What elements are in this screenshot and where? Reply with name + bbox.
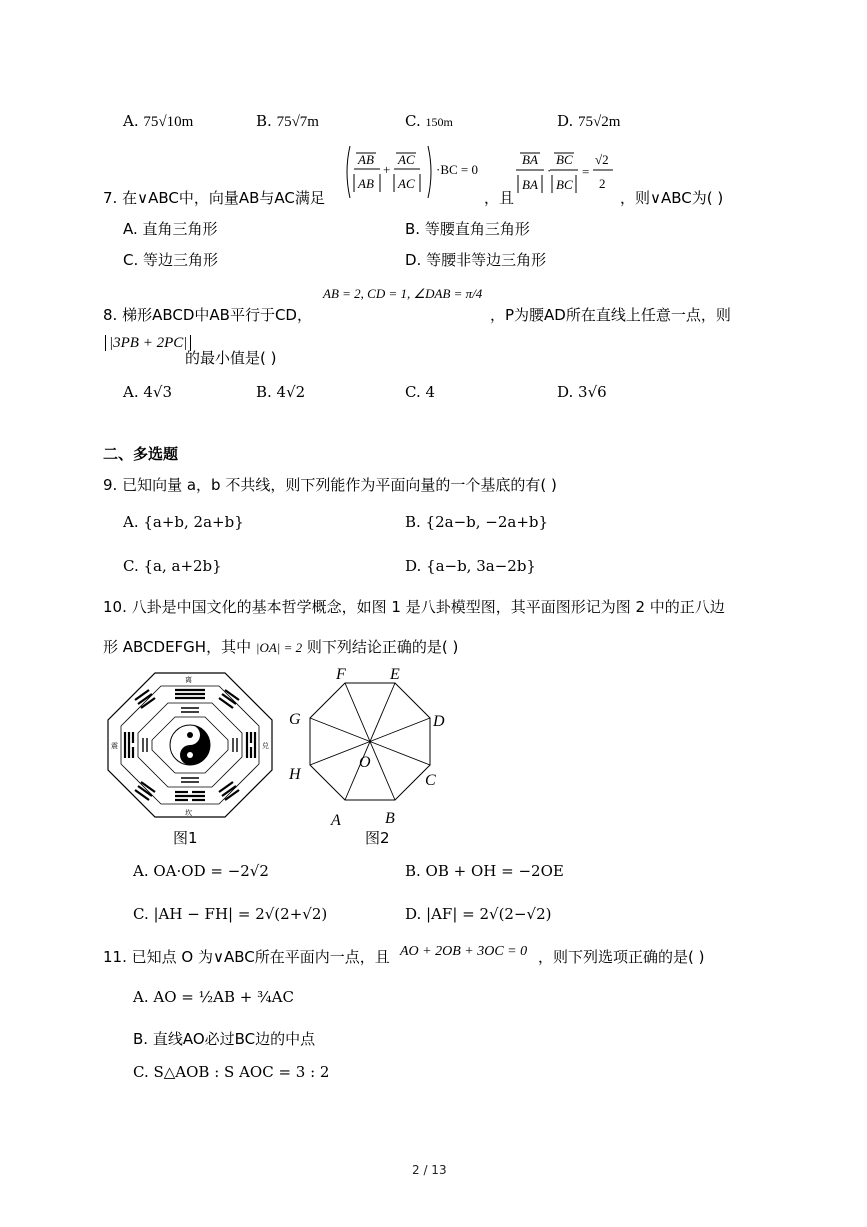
q11-option-b: B. 直线AO必过BC边的中点 [133, 1030, 316, 1048]
q8-expression: |3PB + 2PC| [105, 335, 191, 352]
label-F: F [336, 666, 346, 683]
trigram-label-top: 离 [185, 676, 192, 684]
q8-option-a: A. 4√3 [123, 383, 173, 401]
q6-option-a: A. 75√10m [123, 112, 194, 130]
svg-text:√2: √2 [595, 152, 609, 167]
svg-text:BA: BA [522, 152, 538, 167]
q7-option-d: D. 等腰非等边三角形 [405, 251, 547, 269]
q8-option-b: B. 4√2 [256, 383, 306, 401]
q6-option-d: D. 75√2m [557, 112, 621, 130]
svg-text:2: 2 [599, 176, 606, 191]
svg-text:=: = [582, 164, 590, 179]
q8-stem-b: ，P为腰AD所在直线上任意一点，则 [490, 306, 731, 324]
svg-text:AC: AC [398, 176, 415, 191]
q8-option-c: C. 4 [405, 383, 436, 401]
q9-option-c: C. {a, a+2b} [123, 557, 222, 575]
q8-stem-c: 的最小值是( ) [185, 349, 277, 367]
svg-text:AB: AB [358, 152, 374, 167]
q11-option-c: C. S△AOB : S AOC = 3 : 2 [133, 1063, 330, 1081]
q7-stem-a: 7. 在∨ABC中，向量AB与AC满足 [103, 189, 325, 207]
trigram-label-left: 震 [111, 742, 118, 750]
section-title: 二、多选题 [103, 445, 179, 463]
q7-stem-c: ，则∨ABC为( ) [620, 189, 724, 207]
q10-option-d: D. |AF| = 2√(2−√2) [405, 905, 552, 923]
trigram-label-right: 兑 [262, 742, 269, 750]
q6-option-c: C. 150m [405, 112, 453, 130]
label-C: C [425, 772, 436, 789]
q6-option-b: B. 75√7m [256, 112, 319, 130]
q8-condition: AB = 2, CD = 1, ∠DAB = π/4 [323, 286, 483, 301]
q10-option-b: B. OB + OH = −2OE [405, 862, 564, 880]
q11-option-a: A. AO = ½AB + ¾AC [133, 988, 294, 1006]
q7-option-c: C. 等边三角形 [123, 251, 219, 269]
label-A: A [331, 812, 341, 829]
q11-condition: AO + 2OB + 3OC = 0 [400, 944, 528, 959]
q7-option-a: A. 直角三角形 [123, 220, 218, 238]
label-G: G [289, 711, 301, 728]
q11-stem-a: 11. 已知点 O 为∨ABC所在平面内一点，且 [103, 948, 390, 966]
page-number: 2 / 13 [412, 1163, 447, 1177]
trigram-label-bottom: 坎 [185, 809, 192, 817]
q9-option-b: B. {2a−b, −2a+b} [405, 513, 549, 531]
q9-option-a: A. {a+b, 2a+b} [123, 513, 244, 531]
label-D: D [433, 713, 445, 730]
q11-stem-b: ，则下列选项正确的是( ) [538, 948, 705, 966]
figure-2-caption: 图2 [365, 829, 390, 847]
figure-1-bagua [105, 670, 275, 820]
q9-stem: 9. 已知向量 a，b 不共线，则下列能作为平面向量的一个基底的有( ) [103, 476, 557, 494]
svg-text:BA: BA [522, 177, 538, 192]
svg-text:BC: BC [556, 177, 573, 192]
svg-text:AB: AB [358, 176, 374, 191]
label-B: B [385, 810, 395, 827]
figure-2-octagon [280, 665, 460, 830]
q10-option-c: C. |AH − FH| = 2√(2+√2) [133, 905, 328, 923]
svg-text:AC: AC [398, 152, 415, 167]
svg-text:BC: BC [556, 152, 573, 167]
label-H: H [289, 766, 301, 783]
q10-stem-line1: 10. 八卦是中国文化的基本哲学概念，如图 1 是八卦模型图，其平面图形记为图 2 中的正八边 [103, 598, 725, 616]
q7-cond1-tail: ·BC = 0 [436, 162, 479, 177]
q9-option-d: D. {a−b, 3a−2b} [405, 557, 536, 575]
q7-option-b: B. 等腰直角三角形 [405, 220, 530, 238]
q7-stem-b: ，且 [484, 189, 515, 207]
q8-option-d: D. 3√6 [557, 383, 607, 401]
q10-stem-line2: 形 ABCDEFGH，其中 |OA| = 2 则下列结论正确的是( ) [103, 638, 459, 656]
label-E: E [390, 666, 400, 683]
svg-text:·: · [547, 163, 552, 178]
svg-text:+: + [383, 162, 391, 177]
q8-stem-a: 8. 梯形ABCD中AB平行于CD， [103, 306, 312, 324]
q7-condition-2 [514, 148, 624, 198]
label-O: O [359, 754, 371, 771]
q10-option-a: A. OA·OD = −2√2 [133, 862, 269, 880]
q7-condition-1 [342, 142, 502, 202]
figure-1-caption: 图1 [173, 829, 198, 847]
